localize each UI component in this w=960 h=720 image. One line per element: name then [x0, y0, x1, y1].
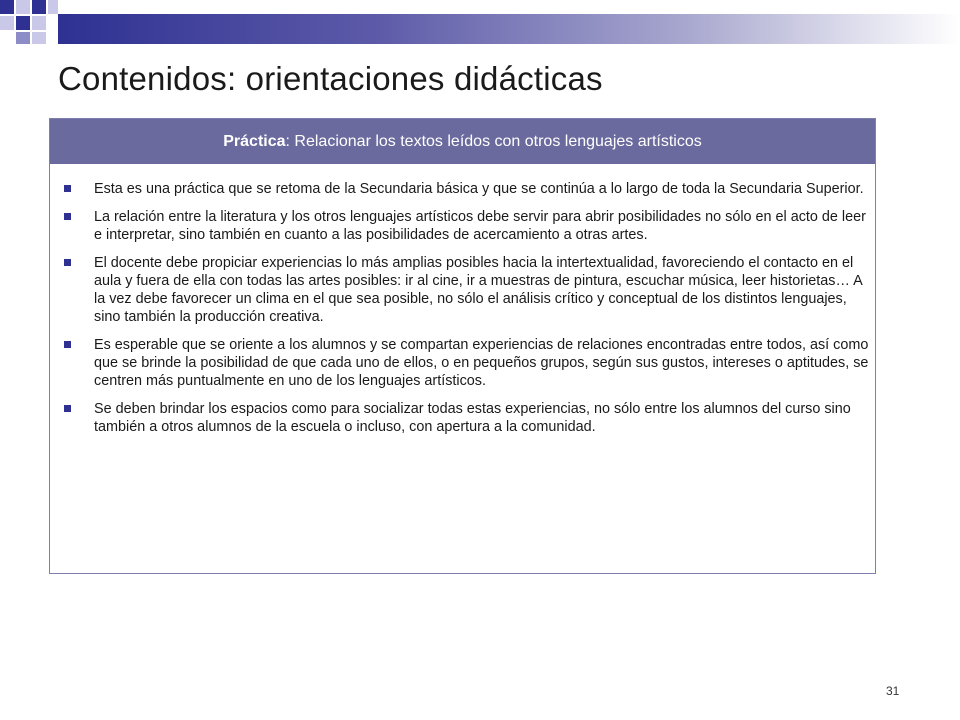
decorative-square: [48, 0, 58, 14]
bullet-text: El docente debe propiciar experiencias lo más amplias posibles hacia la intertextualidad, favoreciendo el contacto en el aula y fuera de ella con todas las artes posibles: ir al cine, ir a muestras de pintura, escuchar música, leer historietas… A la vez debe favorecer un clima en el que sea posible, no sólo el análisis crítico y conceptual de los distintos lenguajes, sino también la producción creativa.: [94, 255, 862, 325]
decorative-square: [32, 32, 46, 44]
bullet-text: Se deben brindar los espacios como para socializar todas estas experiencias, no sólo entre los alumnos del curso sino también a otros alumnos de la escuela o incluso, con apertura a la comunidad.: [94, 401, 851, 435]
decorative-square: [16, 16, 30, 30]
square-bullet-icon: [64, 341, 71, 348]
decorative-square: [32, 0, 46, 14]
decorative-square: [0, 16, 14, 30]
square-bullet-icon: [64, 185, 71, 192]
bullet-list: [50, 164, 875, 436]
box-header: [50, 119, 875, 164]
bullet-text: La relación entre la literatura y los otros lenguajes artísticos debe servir para abrir posibilidades no sólo en el acto de leer e interpretar, sino también en cuanto a las posibilidades de acercamiento a otras artes.: [94, 209, 866, 243]
bullet-text: Esta es una práctica que se retoma de la Secundaria básica y que se continúa a lo largo de toda la Secundaria Superior.: [94, 181, 864, 197]
slide-title: Contenidos: orientaciones didácticas: [58, 60, 603, 97]
square-bullet-icon: [64, 213, 71, 220]
decorative-square: [32, 16, 46, 30]
square-bullet-icon: [64, 405, 71, 412]
decorative-square: [16, 32, 30, 44]
bullet-text: Es esperable que se oriente a los alumnos y se compartan experiencias de relaciones encontradas entre todos, así como que se brinde la posibilidad de que cada uno de ellos, o en pequeños grupos, según sus gustos, intereses o aptitudes, se centren más puntualmente en uno de los lenguajes artísticos.: [94, 337, 869, 389]
bullet-item: [64, 254, 869, 326]
header-label-text: : Relacionar los textos leídos con otros lenguajes artísticos: [285, 132, 702, 150]
square-bullet-icon: [64, 259, 71, 266]
header-gradient-bar: [58, 14, 960, 44]
decorative-square: [16, 0, 30, 14]
content-box: [49, 118, 876, 574]
bullet-item: [64, 336, 869, 390]
bullet-item: [64, 400, 869, 436]
header-label-bold: Práctica: [223, 132, 286, 150]
page-number: 31: [886, 684, 900, 698]
bullet-item: [64, 180, 869, 198]
decorative-square: [0, 0, 14, 14]
bullet-item: [64, 208, 869, 244]
